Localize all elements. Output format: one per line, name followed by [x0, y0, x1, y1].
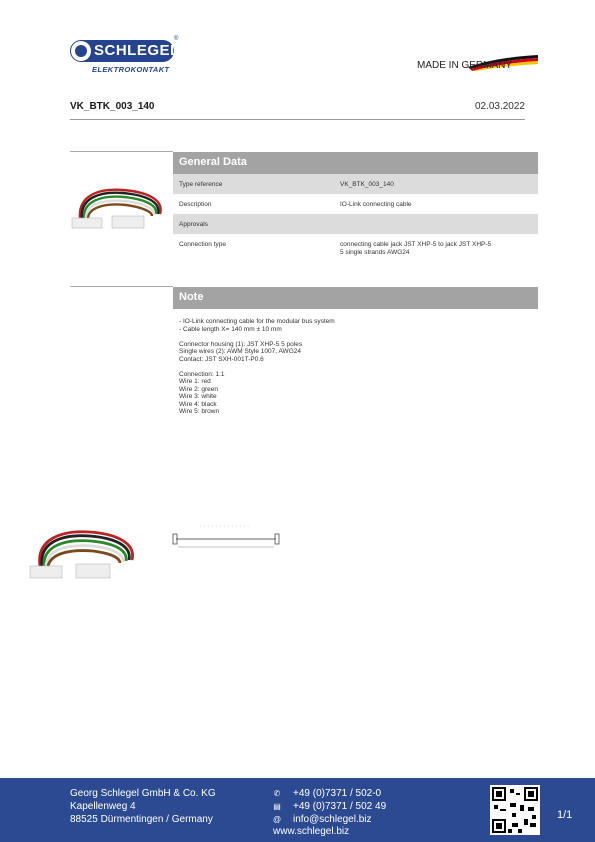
- note-line: Wire 1: red: [179, 378, 211, 385]
- footer-street: Kapellenweg 4: [70, 801, 136, 812]
- general-row-connection-type: [173, 234, 538, 264]
- footer-website[interactable]: www.schlegel.biz: [273, 826, 350, 837]
- company-logo: [70, 38, 180, 74]
- row-label: Description: [179, 201, 212, 208]
- phone-icon: ✆: [273, 789, 281, 798]
- row-label: Approvals: [179, 221, 208, 228]
- section-divider: [70, 151, 173, 152]
- note-line: Wire 2: green: [179, 385, 219, 393]
- logo-subtitle: ELEKTROKONTAKT: [92, 65, 170, 74]
- general-data-title: General Data: [179, 156, 247, 168]
- note-line: Single wires (2): AWM Style 1007, AWG24: [179, 348, 301, 355]
- cable-photo: [68, 178, 170, 248]
- section-divider: [70, 286, 173, 287]
- row-value: [340, 241, 491, 257]
- qr-code-icon[interactable]: [490, 785, 540, 835]
- document-id: VK_BTK_003_140: [70, 101, 155, 112]
- note-line: Connector housing (1): JST XHP-5 5 poles: [179, 340, 303, 348]
- footer-company: Georg Schlegel GmbH & Co. KG: [70, 788, 216, 799]
- row-value: IO-Link connecting cable: [340, 201, 412, 208]
- footer-email[interactable]: info@schlegel.biz: [293, 814, 372, 825]
- document-date: 02.03.2022: [474, 101, 525, 112]
- row-value-line-1: connecting cable jack JST XHP-5 to jack JST XHP-5: [340, 241, 492, 248]
- note-line: Wire 5: brown: [179, 408, 220, 415]
- logo-registered-mark: ®: [174, 36, 179, 42]
- row-value: VK_BTK_003_140: [340, 181, 394, 188]
- general-row-description: [173, 194, 538, 214]
- note-line: Wire 4: black: [179, 400, 217, 408]
- note-line: Wire 3: white: [179, 393, 217, 400]
- email-icon: @: [273, 815, 282, 824]
- footer: [0, 778, 595, 842]
- general-row-type-reference: [173, 174, 538, 194]
- general-row-approvals: [173, 214, 538, 234]
- page-number: 1/1: [557, 809, 573, 821]
- footer-city: 88525 Dürmentingen / Germany: [70, 814, 213, 825]
- footer-fax: +49 (0)7371 / 502 49: [293, 801, 387, 812]
- row-value-line-2: 5 single strands AWG24: [340, 249, 410, 256]
- note-line: [179, 363, 335, 371]
- note-text: [179, 318, 335, 416]
- cable-dimension-drawing: [170, 522, 282, 552]
- fax-icon: ▤: [273, 802, 281, 811]
- logo-ring-icon: [71, 41, 91, 61]
- cable-photo-large: [26, 520, 144, 598]
- note-line: - IO-Link connecting cable for the modular bus system: [179, 318, 335, 325]
- note-line: Contact: JST SXH-001T-P0.6: [179, 355, 264, 363]
- note-title: Note: [179, 291, 204, 303]
- note-line: Connection: 1:1: [179, 370, 225, 378]
- logo-text: SCHLEGEL: [94, 42, 180, 59]
- header-divider: [70, 119, 525, 120]
- note-line: - Cable length X= 140 mm ± 10 mm: [179, 325, 282, 333]
- general-data-header: [173, 152, 538, 174]
- logo-badge: [70, 40, 180, 62]
- made-in-germany-label: MADE IN GERMANY: [417, 60, 513, 71]
- note-header: [173, 287, 538, 309]
- footer-phone[interactable]: +49 (0)7371 / 502-0: [293, 788, 382, 799]
- row-label: Connection type: [179, 241, 226, 248]
- note-line: [179, 333, 335, 341]
- row-label: Type reference: [179, 181, 223, 188]
